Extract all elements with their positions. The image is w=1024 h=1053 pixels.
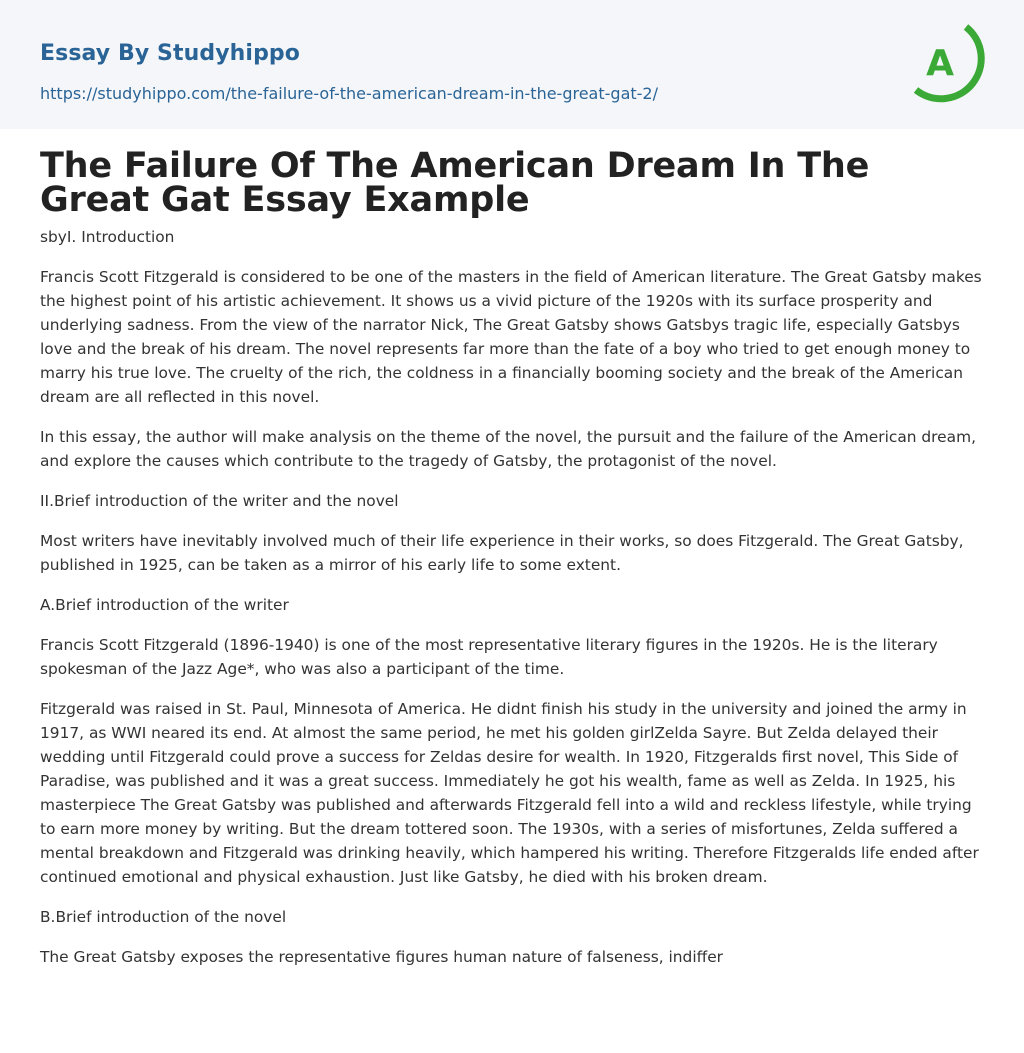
paragraph: Fitzgerald was raised in St. Paul, Minnesota of America. He didnt finish his study in the university and joined the army in 1917, as WWI neared its end. At almost the same period, he met his golden girlZelda Sayre. But Zelda delayed their wedding until Fitzgerald could prove a success for Zeldas desire for wealth. In 1920, Fitzgeralds first novel, This Side of Paradise, was published and it was a great success. Immediately he got his wealth, fame as well as Zelda. In 1925, his masterpiece The Great Gatsby was published and afterwards Fitzgerald fell into a wild and reckless lifestyle, while trying to earn more money by writing. But the dream tottered soon. The 1930s, with a series of misfortunes, Zelda suffered a mental breakdown and Fitzgerald was drinking heavily, which hampered his writing. Therefore Fitzgeralds life ended after continued emotional and physical exhaustion. Just like Gatsby, he died with his broken dream. (40, 700, 979, 886)
logo-letter: A (926, 43, 954, 84)
site-brand[interactable]: Essay By Studyhippo (40, 41, 300, 66)
paragraph: The Great Gatsby exposes the representative figures human nature of falseness, indiffer (40, 948, 724, 966)
source-url-link[interactable]: https://studyhippo.com/the-failure-of-the-american-dream-in-the-great-gat-2/ (40, 84, 658, 103)
site-header (0, 0, 1024, 129)
paragraph: sbyI. Introduction (40, 228, 175, 246)
section-heading: A.Brief introduction of the writer (40, 596, 289, 614)
paragraph: In this essay, the author will make analysis on the theme of the novel, the pursuit and the failure of the American dream, and explore the causes which contribute to the tragedy of Gatsby, the protagonist of the novel. (40, 428, 976, 470)
section-heading: B.Brief introduction of the novel (40, 908, 287, 926)
paragraph: Most writers have inevitably involved much of their life experience in their works, so does Fitzgerald. The Great Gatsby, published in 1925, can be taken as a mirror of his early life to some extent. (40, 532, 964, 574)
section-heading: II.Brief introduction of the writer and the novel (40, 492, 399, 510)
page-title: The Failure Of The American Dream In The Great Gat Essay Example (40, 146, 870, 220)
paragraph: Francis Scott Fitzgerald is considered to be one of the masters in the field of American literature. The Great Gatsby makes the highest point of his artistic achievement. It shows us a vivid picture of the 1920s with its surface prosperity and underlying sadness. From the view of the narrator Nick, The Great Gatsby shows Gatsbys tragic life, especially Gatsbys love and the break of his dream. The novel represents far more than the fate of a boy who tried to get enough money to marry his true love. The cruelty of the rich, the coldness in a financially booming society and the break of the American dream are all reflected in this novel. (40, 268, 982, 406)
article-body (0, 129, 1024, 969)
studyhippo-logo-icon[interactable] (911, 18, 987, 106)
paragraph: Francis Scott Fitzgerald (1896-1940) is one of the most representative literary figures in the 1920s. He is the literary spokesman of the Jazz Age*, who was also a participant of the time. (40, 636, 938, 678)
